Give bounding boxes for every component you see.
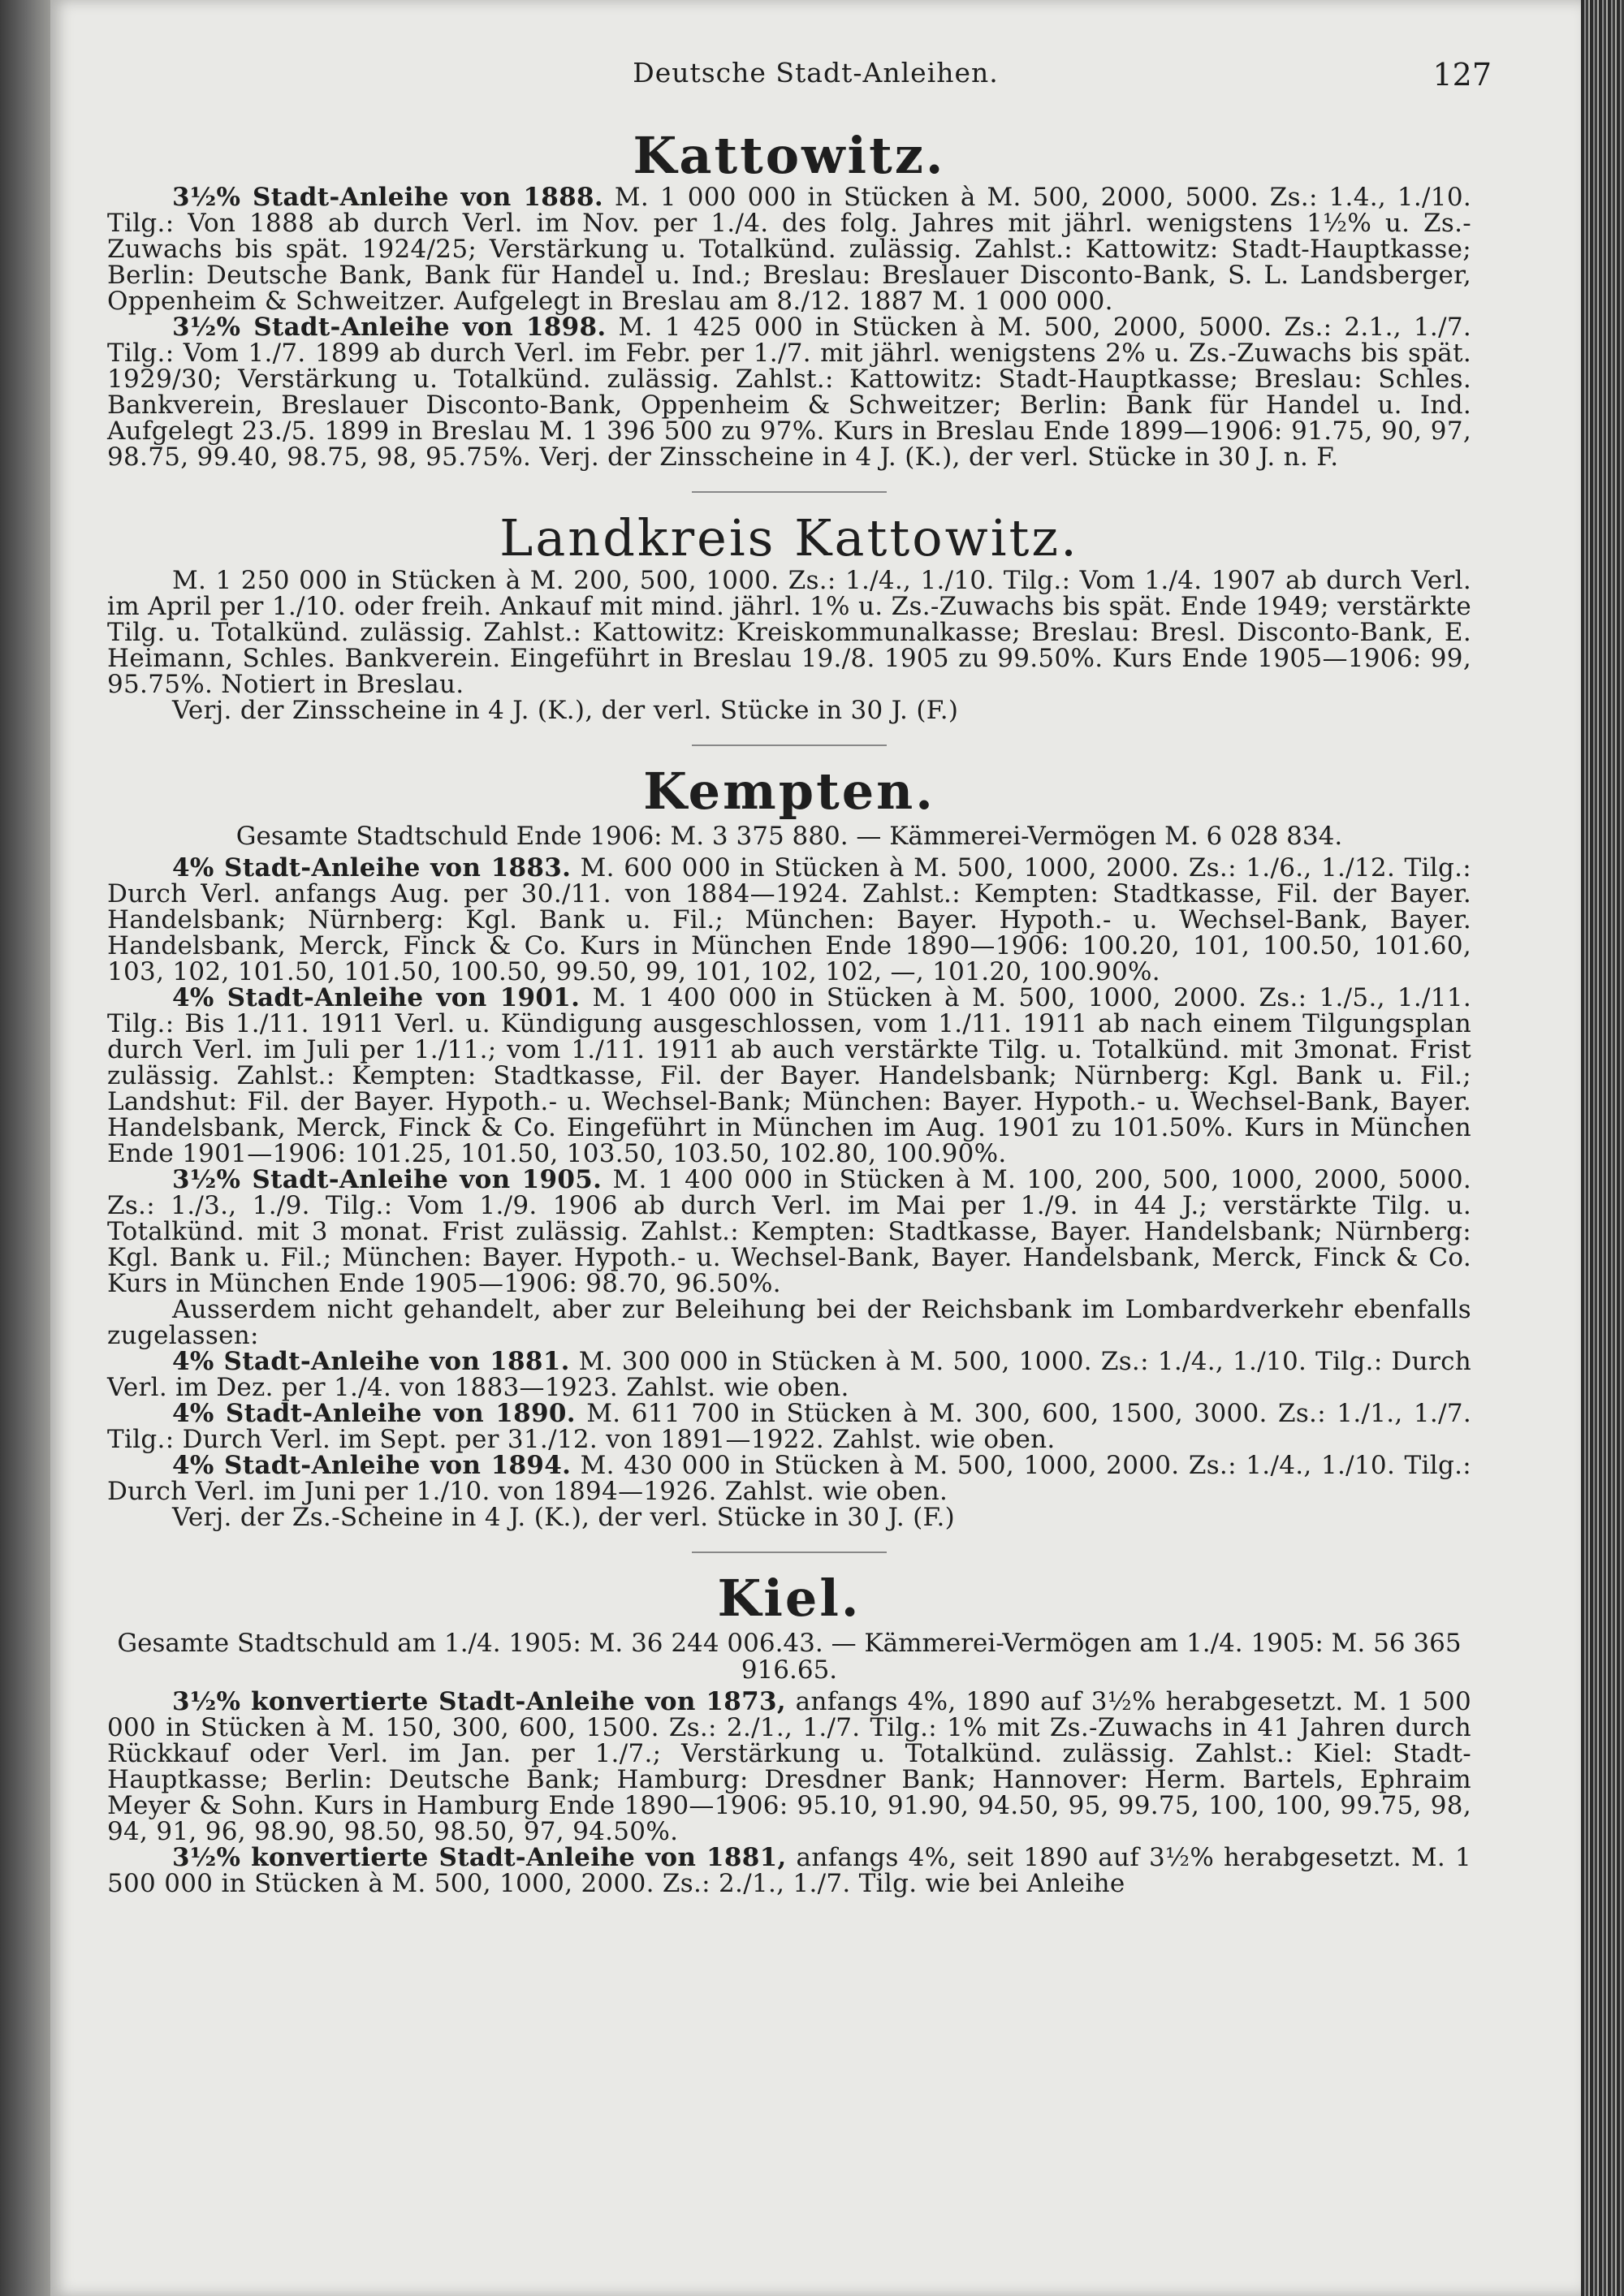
paragraph bbox=[107, 1294, 1471, 1350]
loan-title: 4% Stadt-Anleihe von 1901. bbox=[172, 982, 581, 1012]
paragraph bbox=[107, 1845, 1471, 1897]
loan-title: 3½% Stadt-Anleihe von 1888. bbox=[172, 183, 603, 213]
paragraph bbox=[107, 183, 1472, 317]
loan-title: 3½% konvertierte Stadt-Anleihe von 1881, bbox=[172, 1843, 787, 1873]
paragraph bbox=[107, 313, 1471, 473]
loan-title: 3½% konvertierte Stadt-Anleihe von 1873, bbox=[172, 1687, 786, 1717]
loan-title: 4% Stadt-Anleihe von 1890. bbox=[172, 1398, 576, 1428]
paragraph-text: M. 1 250 000 in Stücken à M. 200, 500, 1000. Zs.: 1./4., 1./10. Tilg.: Vom 1./4. 1907 ab durch Verl. im April per 1./10. oder freih. Ankauf mit mind. jährl. 1% u. Zs.-Zuwachs bis spät. Ende 1949; verstärkte Tilg. u. Totalkünd. zulässig. Zahlst.: Kattowitz: Kreiskommunalkasse; Breslau: Bresl. Disconto-Bank, E. Heimann, Schles. Bankverein. Eingeführt in Breslau 19./8. 1905 zu 99.50%. Kurs Ende 1905—1906: 99, 95.75%. Notiert in Breslau. bbox=[107, 565, 1471, 699]
section-kiel bbox=[107, 1569, 1471, 1897]
paragraph-text: Ausserdem nicht gehandelt, aber zur Beleihung bei der Reichsbank im Lombardverkehr ebenfalls zugelassen: bbox=[107, 1294, 1471, 1350]
section-title: Kattowitz. bbox=[633, 126, 946, 185]
paragraph bbox=[107, 565, 1471, 699]
page-number: 127 bbox=[1432, 57, 1492, 93]
paragraph bbox=[107, 1164, 1472, 1298]
section-divider bbox=[692, 744, 887, 746]
paragraph bbox=[107, 1400, 1471, 1452]
book-page bbox=[50, 0, 1581, 2296]
paragraph-text: M. 1 000 000 in Stücken à M. 500, 2000, 5000. Zs.: 1.4., 1./10. Tilg.: Von 1888 ab durch Verl. im Nov. per 1./4. des folg. Jahres mit jährl. wenigstens 1½% u. Zs.-Zuwachs bis spät. 1924/25; Verstärkung u. Totalkünd. zulässig. Zahlst.: Kattowitz: Stadt-Hauptkasse; Berlin: Deutsche Bank, Bank für Handel u. Ind.; Breslau: Breslauer Disconto-Bank, S. L. Landsberger, Oppenheim & Schweitzer. Aufgelegt in Breslau am 8./12. 1887 M. 1 000 000. bbox=[107, 183, 1472, 317]
paragraph bbox=[107, 1346, 1471, 1402]
paragraph bbox=[107, 697, 1471, 723]
paragraph-text: M. 300 000 in Stücken à M. 500, 1000. Zs.: 1./4., 1./10. Tilg.: Durch Verl. im Dez. per 1./4. von 1883—1923. Zahlst. wie oben. bbox=[107, 1346, 1471, 1402]
paragraph-text: M. 611 700 in Stücken à M. 300, 600, 1500, 3000. Zs.: 1./1., 1./7. Tilg.: Durch Verl. im Sept. per 31./12. von 1891—1922. Zahlst. wie oben. bbox=[107, 1398, 1472, 1454]
section-kempten bbox=[107, 762, 1471, 1530]
loan-title: 3½% Stadt-Anleihe von 1905. bbox=[172, 1164, 603, 1194]
paragraph-text: anfangs 4%, 1890 auf 3½% herabgesetzt. M. 1 500 000 in Stücken à M. 150, 300, 600, 1500. Zs.: 2./1., 1./7. Tilg.: 1% mit Zs.-Zuwachs in 41 Jahren durch Rückkauf oder Verl. im Jan. per 1./7.; Verstärkung u. Totalkünd. zulässig. Zahlst.: Kiel: Stadt-Hauptkasse; Berlin: Deutsche Bank; Hamburg: Dresdner Bank; Hannover: Herm. Bartels, Ephraim Meyer & Sohn. Kurs in Hamburg Ende 1890—1906: 95.10, 91.90, 94.50, 95, 99.75, 100, 100, 99.75, 98, 94, 91, 96, 98.90, 98.50, 98.50, 97, 94.50%. bbox=[107, 1687, 1471, 1847]
loan-title: 4% Stadt-Anleihe von 1881. bbox=[172, 1346, 570, 1376]
paragraph-text: M. 600 000 in Stücken à M. 500, 1000, 2000. Zs.: 1./6., 1./12. Tilg.: Durch Verl. anfangs Aug. per 30./11. von 1884—1924. Zahlst.: Kempten: Stadtkasse, Fil. der Bayer. Handelsbank; Nürnberg: Kgl. Bank u. Fil.; München: Bayer. Hypoth.- u. Wechsel-Bank, Bayer. Handelsbank, Merck, Finck & Co. Kurs in München Ende 1890—1906: 100.20, 101, 100.50, 101.60, 103, 102, 101.50, 101.50, 100.50, 99.50, 99, 101, 102, 102, —, 101.20, 100.90%. bbox=[107, 852, 1471, 986]
section-divider bbox=[692, 1552, 887, 1553]
running-title: Deutsche Stadt-Anleihen. bbox=[633, 57, 999, 88]
loan-title: 4% Stadt-Anleihe von 1894. bbox=[172, 1450, 572, 1480]
page-content bbox=[107, 122, 1471, 1897]
debt-summary: Gesamte Stadtschuld Ende 1906: M. 3 375 880. — Kämmerei-Vermögen M. 6 028 834. bbox=[235, 821, 1343, 851]
paragraph bbox=[107, 852, 1471, 986]
loan-title: 3½% Stadt-Anleihe von 1898. bbox=[172, 313, 607, 343]
section-title: Kempten. bbox=[643, 761, 935, 821]
paragraph-text: Verj. der Zs.-Scheine in 4 J. (K.), der verl. Stücke in 30 J. (F.) bbox=[172, 1502, 956, 1532]
paragraph-text: M. 1 400 000 in Stücken à M. 100, 200, 500, 1000, 2000, 5000. Zs.: 1./3., 1./9. Tilg.: Vom 1./9. 1906 ab durch Verl. im Mai per 1./9. in 44 J.; verstärkte Tilg. u. Totalkünd. mit 3 monat. Frist zulässig. Zahlst.: Kempten: Stadtkasse, Bayer. Handelsbank; Nürnberg: Kgl. Bank u. Fil.; München: Bayer. Hypoth.- u. Wechsel-Bank, Bayer. Handelsbank, Merck, Finck & Co. Kurs in München Ende 1905—1906: 98.70, 96.50%. bbox=[107, 1164, 1472, 1298]
debt-summary: Gesamte Stadtschuld am 1./4. 1905: M. 36 244 006.43. — Kämmerei-Vermögen am 1./4. 1905: M. 56 365 916.65. bbox=[117, 1629, 1462, 1685]
paragraph bbox=[107, 1689, 1471, 1845]
section-title: Landkreis Kattowitz. bbox=[499, 508, 1079, 568]
section-kattowitz bbox=[107, 126, 1472, 473]
book-gutter bbox=[1581, 0, 1624, 2296]
paragraph-text: M. 1 425 000 in Stücken à M. 500, 2000, 5000. Zs.: 2.1., 1./7. Tilg.: Vom 1./7. 1899 ab durch Verl. im Febr. per 1./7. mit jährl. wenigstens 2% u. Zs.-Zuwachs bis spät. 1929/30; Verstärkung u. Totalkünd. zulässig. Zahlst.: Kattowitz: Stadt-Hauptkasse; Breslau: Schles. Bankverein, Breslauer Disconto-Bank, Oppenheim & Schweitzer; Berlin: Bank für Handel u. Ind. Aufgelegt 23./5. 1899 in Breslau M. 1 396 500 zu 97%. Kurs in Breslau Ende 1899—1906: 91.75, 90, 97, 98.75, 99.40, 98.75, 98, 95.75%. Verj. der Zinsscheine in 4 J. (K.), der verl. Stücke in 30 J. n. F. bbox=[107, 313, 1471, 473]
paragraph bbox=[107, 1504, 1471, 1530]
loan-title: 4% Stadt-Anleihe von 1883. bbox=[172, 852, 572, 883]
section-landkreis-kattowitz bbox=[107, 509, 1471, 723]
paragraph-text: anfangs 4%, seit 1890 auf 3½% herabgesetzt. M. 1 500 000 in Stücken à M. 500, 1000, 2000. Zs.: 2./1., 1./7. Tilg. wie bei Anleihe bbox=[107, 1843, 1472, 1899]
scan-left-edge bbox=[0, 0, 50, 2296]
paragraph-text: M. 430 000 in Stücken à M. 500, 1000, 2000. Zs.: 1./4., 1./10. Tilg.: Durch Verl. im Juni per 1./10. von 1894—1926. Zahlst. wie oben. bbox=[107, 1450, 1471, 1506]
page-header bbox=[50, 57, 1581, 106]
paragraph-text: M. 1 400 000 in Stücken à M. 500, 1000, 2000. Zs.: 1./5., 1./11. Tilg.: Bis 1./11. 1911 Verl. u. Kündigung ausgeschlossen, vom 1./11. 1911 ab nach einem Tilgungsplan durch Verl. im Juli per 1./11.; vom 1./11. 1911 ab auch verstärkte Tilg. u. Totalkünd. mit 3monat. Frist zulässig. Zahlst.: Kempten: Stadtkasse, Fil. der Bayer. Handelsbank; Nürnberg: Kgl. Bank u. Fil.; Landshut: Fil. der Bayer. Hypoth.- u. Wechsel-Bank; München: Bayer. Hypoth.- u. Wechsel-Bank, Bayer. Handelsbank, Merck, Finck & Co. Eingeführt in München im Aug. 1901 zu 101.50%. Kurs in München Ende 1901—1906: 101.25, 101.50, 103.50, 103.50, 102.80, 100.90%. bbox=[107, 982, 1471, 1168]
paragraph bbox=[107, 1452, 1471, 1504]
section-title: Kiel. bbox=[717, 1568, 862, 1628]
section-divider bbox=[692, 491, 887, 493]
paragraph bbox=[107, 982, 1471, 1168]
paragraph-text: Verj. der Zinsscheine in 4 J. (K.), der verl. Stücke in 30 J. (F.) bbox=[172, 695, 959, 725]
